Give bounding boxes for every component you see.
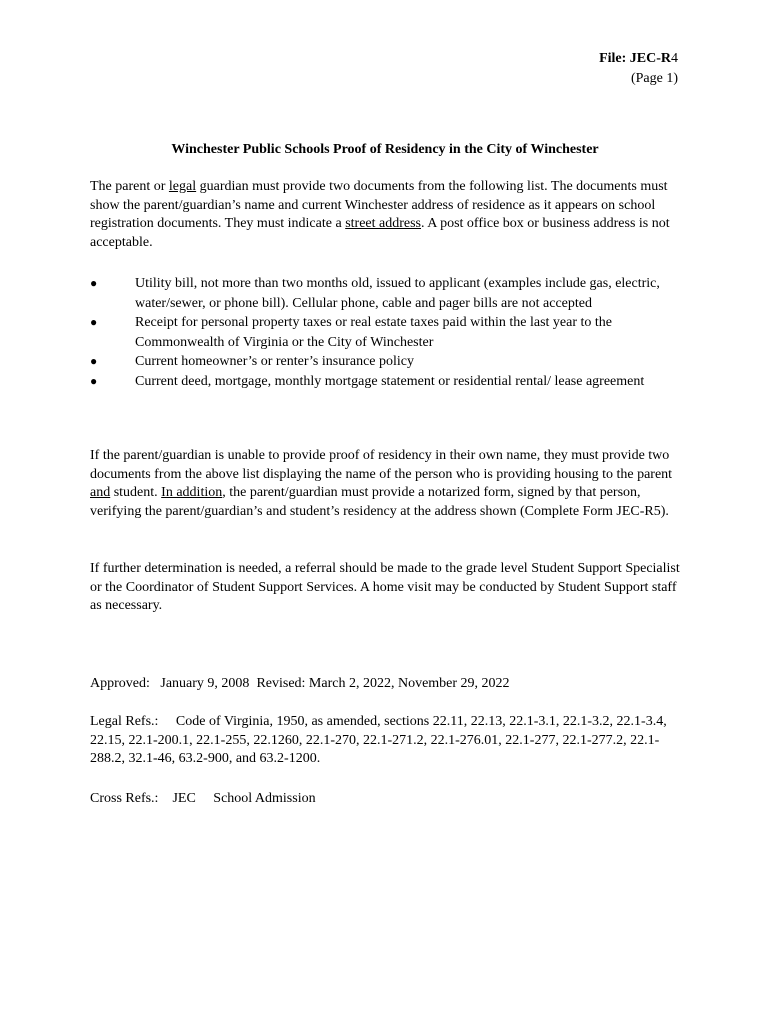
para2-underline-in-addition: In addition (161, 485, 223, 500)
approved-date: January 9, 2008 (160, 676, 250, 691)
bullet-icon: ● (90, 354, 98, 368)
list-item (90, 274, 690, 313)
file-label: File: JEC-R (599, 51, 671, 66)
document-list (90, 274, 690, 391)
document-header (599, 49, 678, 89)
file-id (599, 49, 678, 69)
page-number: (Page 1) (630, 71, 678, 86)
list-item (90, 372, 690, 392)
para2-underline-and: and (90, 485, 111, 500)
cross-refs-title: School Admission (213, 791, 316, 806)
para2-text-2: student. (110, 485, 162, 500)
intro-text-2: guardian must provide two documents from the following list. The documents must show the parent/guardian’s name and current Winchester address of residence as it appears on school registration documents. They must indicate a (90, 179, 668, 231)
list-item-text: Current homeowner’s or renter’s insurance policy (135, 354, 415, 369)
para2-text-1: If the parent/guardian is unable to provide proof of residency in their own name, they must provide two documents from the above list displaying the name of the person who is providing housing to the parent (90, 448, 673, 482)
referral-paragraph: If further determination is needed, a referral should be made to the grade level Student Support Specialist or the Coordinator of Student Support Services. A home visit may be conducted by Student Support staff as necessary. (90, 561, 680, 613)
bullet-icon: ● (90, 373, 98, 388)
alternate-proof-paragraph (90, 447, 690, 521)
bullet-icon: ● (90, 315, 98, 329)
page-title: Winchester Public Schools Proof of Residency in the City of Winchester (171, 142, 599, 157)
approved-label: Approved: (90, 676, 150, 691)
list-item (90, 352, 690, 372)
legal-references (90, 713, 690, 769)
list-item (90, 313, 690, 352)
revised-dates: Revised: March 2, 2022, November 29, 2022 (256, 676, 510, 691)
cross-refs-code: JEC (172, 791, 196, 806)
list-item-text: Current deed, mortgage, monthly mortgage statement or residential rental/ lease agreement (135, 373, 645, 389)
intro-underline-legal: legal (168, 179, 197, 194)
intro-text-3: . A post office box or business address is not acceptable. (90, 216, 670, 250)
bullet-icon: ● (90, 276, 98, 290)
list-item-text: Receipt for personal property taxes or real estate taxes paid within the last year to the Commonwealth of Virginia or the City of Winchester (135, 315, 612, 350)
intro-text-1: The parent or (90, 179, 169, 194)
list-item-text: Utility bill, not more than two months old, issued to applicant (examples include gas, electric, water/sewer, or phone bill). Cellular phone, cable and pager bills are not accepted (135, 276, 660, 311)
cross-refs-label: Cross Refs.: (90, 791, 159, 806)
para2-text-3: , the parent/guardian must provide a notarized form, signed by that person, verifying the parent/guardian’s and student’s residency at the address shown (Complete Form JEC-R5). (90, 485, 669, 519)
intro-paragraph (90, 178, 690, 252)
intro-underline-street-address: street address (345, 216, 421, 231)
cross-references (90, 791, 316, 807)
file-suffix: 4 (671, 51, 678, 66)
legal-refs-text: Code of Virginia, 1950, as amended, sections 22.11, 22.13, 22.1-3.1, 22.1-3.2, 22.1-3.4, 22.15, 22.1-200.1, 22.1-255, 22.1260, 22.1-270, 22.1-271.2, 22.1-276.01, 22.1-277, 22.1-277.2, 22.1-288.2, 32.1-46, 63.2-900, and 63.2-1200. (90, 714, 667, 766)
legal-refs-label: Legal Refs.: (90, 714, 159, 729)
approval-line (90, 676, 510, 692)
